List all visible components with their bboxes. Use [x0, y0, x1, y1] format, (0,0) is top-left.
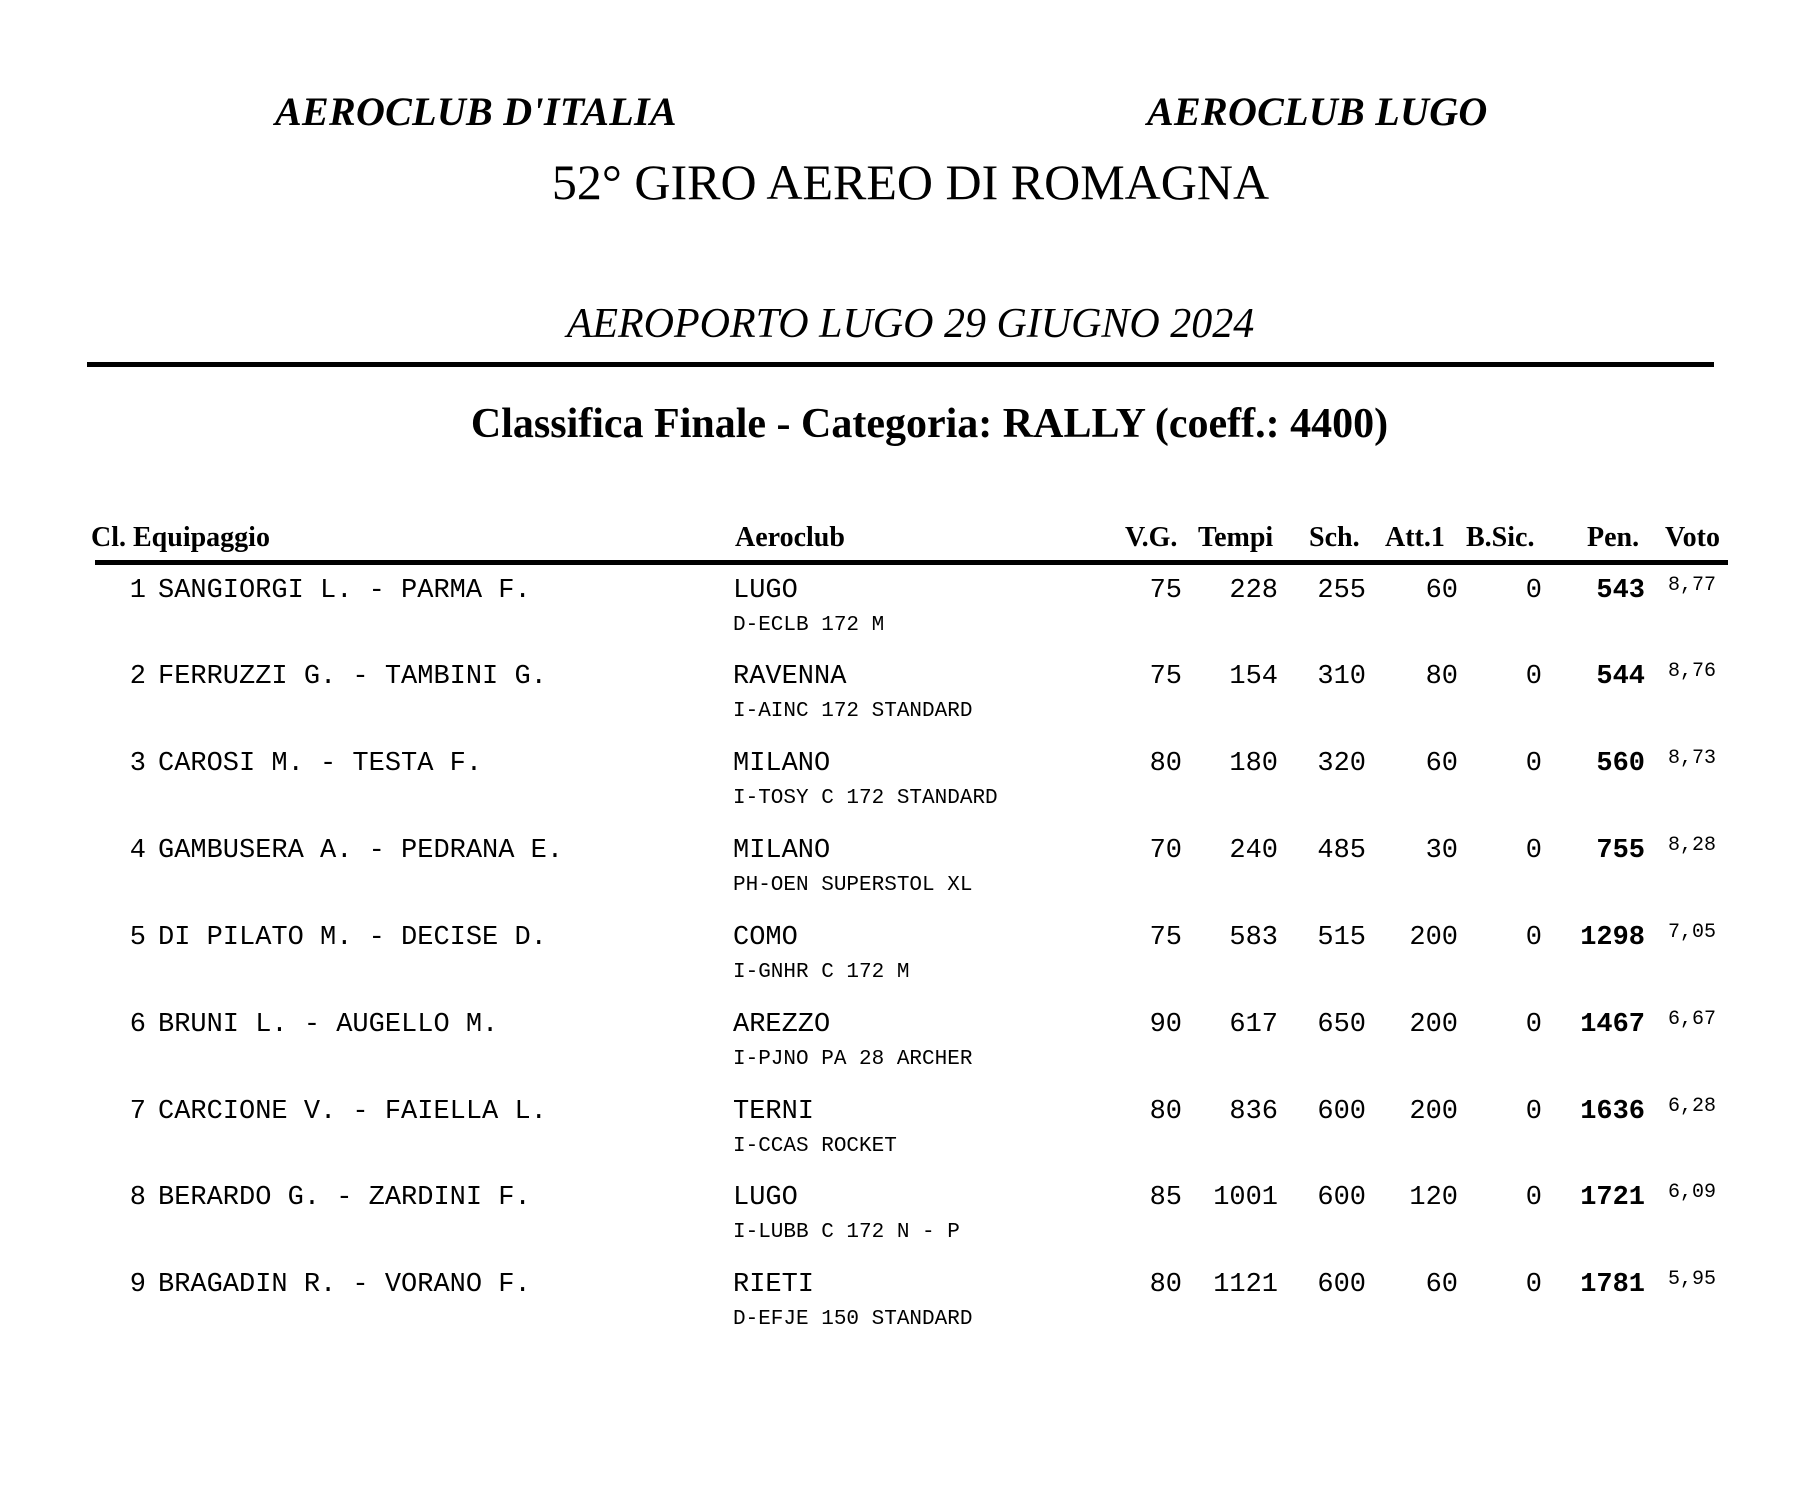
voto-cell: 6,67	[1668, 1008, 1717, 1031]
vg-cell: 80	[1149, 1270, 1182, 1300]
aeroclub-cell: MILANO	[733, 836, 831, 866]
table-row	[0, 1270, 1809, 1356]
rank-cell: 8	[129, 1183, 146, 1213]
ranking-title: Classifica Finale - Categoria: RALLY (coeff.: 4400)	[470, 401, 1389, 447]
column-header-voto: Voto	[1665, 522, 1720, 553]
bsic-cell: 0	[1525, 662, 1542, 692]
organizer-right: AEROCLUB LUGO	[1147, 89, 1488, 134]
aeroclub-cell: MILANO	[733, 749, 831, 779]
sch-cell: 600	[1317, 1270, 1366, 1300]
rank-cell: 5	[129, 923, 146, 953]
voto-cell: 8,77	[1668, 574, 1717, 597]
rank-cell: 1	[129, 576, 146, 606]
crew-cell: BRAGADIN R. - VORANO F.	[158, 1270, 531, 1300]
sch-cell: 485	[1317, 836, 1366, 866]
aircraft-cell: D-ECLB 172 M	[733, 614, 885, 637]
venue-date: AEROPORTO LUGO 29 GIUGNO 2024	[566, 301, 1255, 347]
table-row	[0, 1183, 1809, 1269]
bsic-cell: 0	[1525, 576, 1542, 606]
rank-cell: 3	[129, 749, 146, 779]
column-header-vg: V.G.	[1125, 522, 1178, 553]
crew-cell: FERRUZZI G. - TAMBINI G.	[158, 662, 547, 692]
sch-cell: 600	[1317, 1097, 1366, 1127]
event-title: 52° GIRO AEREO DI ROMAGNA	[551, 154, 1270, 210]
crew-cell: BRUNI L. - AUGELLO M.	[158, 1010, 499, 1040]
att-cell: 60	[1425, 749, 1458, 779]
voto-cell: 7,05	[1668, 921, 1717, 944]
vg-cell: 85	[1149, 1183, 1182, 1213]
organizer-left: AEROCLUB D'ITALIA	[275, 89, 677, 134]
crew-cell: GAMBUSERA A. - PEDRANA E.	[158, 836, 564, 866]
rank-cell: 9	[129, 1270, 146, 1300]
pen-cell: 755	[1596, 836, 1645, 866]
bsic-cell: 0	[1525, 923, 1542, 953]
crew-cell: DI PILATO M. - DECISE D.	[158, 923, 547, 953]
table-row	[0, 576, 1809, 662]
bsic-cell: 0	[1525, 1010, 1542, 1040]
att-cell: 200	[1409, 1010, 1458, 1040]
aircraft-cell: I-LUBB C 172 N - P	[733, 1221, 960, 1244]
table-row	[0, 749, 1809, 835]
tempi-cell: 180	[1229, 749, 1278, 779]
aircraft-cell: I-TOSY C 172 STANDARD	[733, 787, 998, 810]
vg-cell: 75	[1149, 576, 1182, 606]
pen-cell: 1636	[1580, 1097, 1645, 1127]
voto-cell: 8,76	[1668, 660, 1717, 683]
rank-cell: 2	[129, 662, 146, 692]
vg-cell: 70	[1149, 836, 1182, 866]
tempi-cell: 617	[1229, 1010, 1278, 1040]
pen-cell: 544	[1596, 662, 1645, 692]
bsic-cell: 0	[1525, 836, 1542, 866]
bsic-cell: 0	[1525, 1270, 1542, 1300]
tempi-cell: 583	[1229, 923, 1278, 953]
tempi-cell: 228	[1229, 576, 1278, 606]
voto-cell: 8,28	[1668, 834, 1717, 857]
column-header-sch: Sch.	[1309, 522, 1360, 553]
aircraft-cell: I-PJNO PA 28 ARCHER	[733, 1048, 973, 1071]
aeroclub-cell: RAVENNA	[733, 662, 847, 692]
aircraft-cell: I-CCAS ROCKET	[733, 1135, 897, 1158]
pen-cell: 1721	[1580, 1183, 1645, 1213]
att-cell: 30	[1425, 836, 1458, 866]
aeroclub-cell: LUGO	[733, 576, 798, 606]
table-row	[0, 1097, 1809, 1183]
column-header-pen: Pen.	[1587, 522, 1640, 553]
aeroclub-cell: TERNI	[733, 1097, 815, 1127]
att-cell: 60	[1425, 576, 1458, 606]
att-cell: 200	[1409, 1097, 1458, 1127]
vg-cell: 80	[1149, 749, 1182, 779]
table-header-divider	[95, 560, 1728, 565]
att-cell: 80	[1425, 662, 1458, 692]
vg-cell: 75	[1149, 923, 1182, 953]
sch-cell: 515	[1317, 923, 1366, 953]
voto-cell: 6,09	[1668, 1181, 1717, 1204]
sch-cell: 320	[1317, 749, 1366, 779]
rank-cell: 4	[129, 836, 146, 866]
header-divider	[87, 362, 1714, 367]
vg-cell: 80	[1149, 1097, 1182, 1127]
crew-cell: CAROSI M. - TESTA F.	[158, 749, 483, 779]
rank-cell: 6	[129, 1010, 146, 1040]
tempi-cell: 154	[1229, 662, 1278, 692]
column-header-aeroclub: Aeroclub	[735, 522, 845, 553]
column-header-rank-crew: Cl. Equipaggio	[91, 522, 270, 553]
table-row	[0, 1010, 1809, 1096]
column-header-tempi: Tempi	[1198, 522, 1274, 553]
sch-cell: 255	[1317, 576, 1366, 606]
att-cell: 120	[1409, 1183, 1458, 1213]
sch-cell: 650	[1317, 1010, 1366, 1040]
aeroclub-cell: COMO	[733, 923, 798, 953]
pen-cell: 543	[1596, 576, 1645, 606]
sch-cell: 310	[1317, 662, 1366, 692]
aircraft-cell: I-GNHR C 172 M	[733, 961, 910, 984]
column-header-bsic: B.Sic.	[1466, 522, 1535, 553]
tempi-cell: 240	[1229, 836, 1278, 866]
crew-cell: BERARDO G. - ZARDINI F.	[158, 1183, 531, 1213]
bsic-cell: 0	[1525, 1097, 1542, 1127]
bsic-cell: 0	[1525, 1183, 1542, 1213]
att-cell: 60	[1425, 1270, 1458, 1300]
att-cell: 200	[1409, 923, 1458, 953]
pen-cell: 560	[1596, 749, 1645, 779]
bsic-cell: 0	[1525, 749, 1542, 779]
column-header-att: Att.1	[1385, 522, 1445, 553]
pen-cell: 1298	[1580, 923, 1645, 953]
table-row	[0, 662, 1809, 748]
sch-cell: 600	[1317, 1183, 1366, 1213]
pen-cell: 1467	[1580, 1010, 1645, 1040]
voto-cell: 8,73	[1668, 747, 1717, 770]
vg-cell: 75	[1149, 662, 1182, 692]
aeroclub-cell: LUGO	[733, 1183, 798, 1213]
voto-cell: 6,28	[1668, 1095, 1717, 1118]
crew-cell: CARCIONE V. - FAIELLA L.	[158, 1097, 547, 1127]
aeroclub-cell: AREZZO	[733, 1010, 831, 1040]
aircraft-cell: I-AINC 172 STANDARD	[733, 700, 973, 723]
tempi-cell: 1121	[1213, 1270, 1278, 1300]
table-row	[0, 923, 1809, 1009]
vg-cell: 90	[1149, 1010, 1182, 1040]
aircraft-cell: D-EFJE 150 STANDARD	[733, 1308, 973, 1331]
tempi-cell: 1001	[1213, 1183, 1278, 1213]
aircraft-cell: PH-OEN SUPERSTOL XL	[733, 874, 973, 897]
rank-cell: 7	[129, 1097, 146, 1127]
aeroclub-cell: RIETI	[733, 1270, 815, 1300]
pen-cell: 1781	[1580, 1270, 1645, 1300]
voto-cell: 5,95	[1668, 1268, 1717, 1291]
crew-cell: SANGIORGI L. - PARMA F.	[158, 576, 531, 606]
table-row	[0, 836, 1809, 922]
tempi-cell: 836	[1229, 1097, 1278, 1127]
